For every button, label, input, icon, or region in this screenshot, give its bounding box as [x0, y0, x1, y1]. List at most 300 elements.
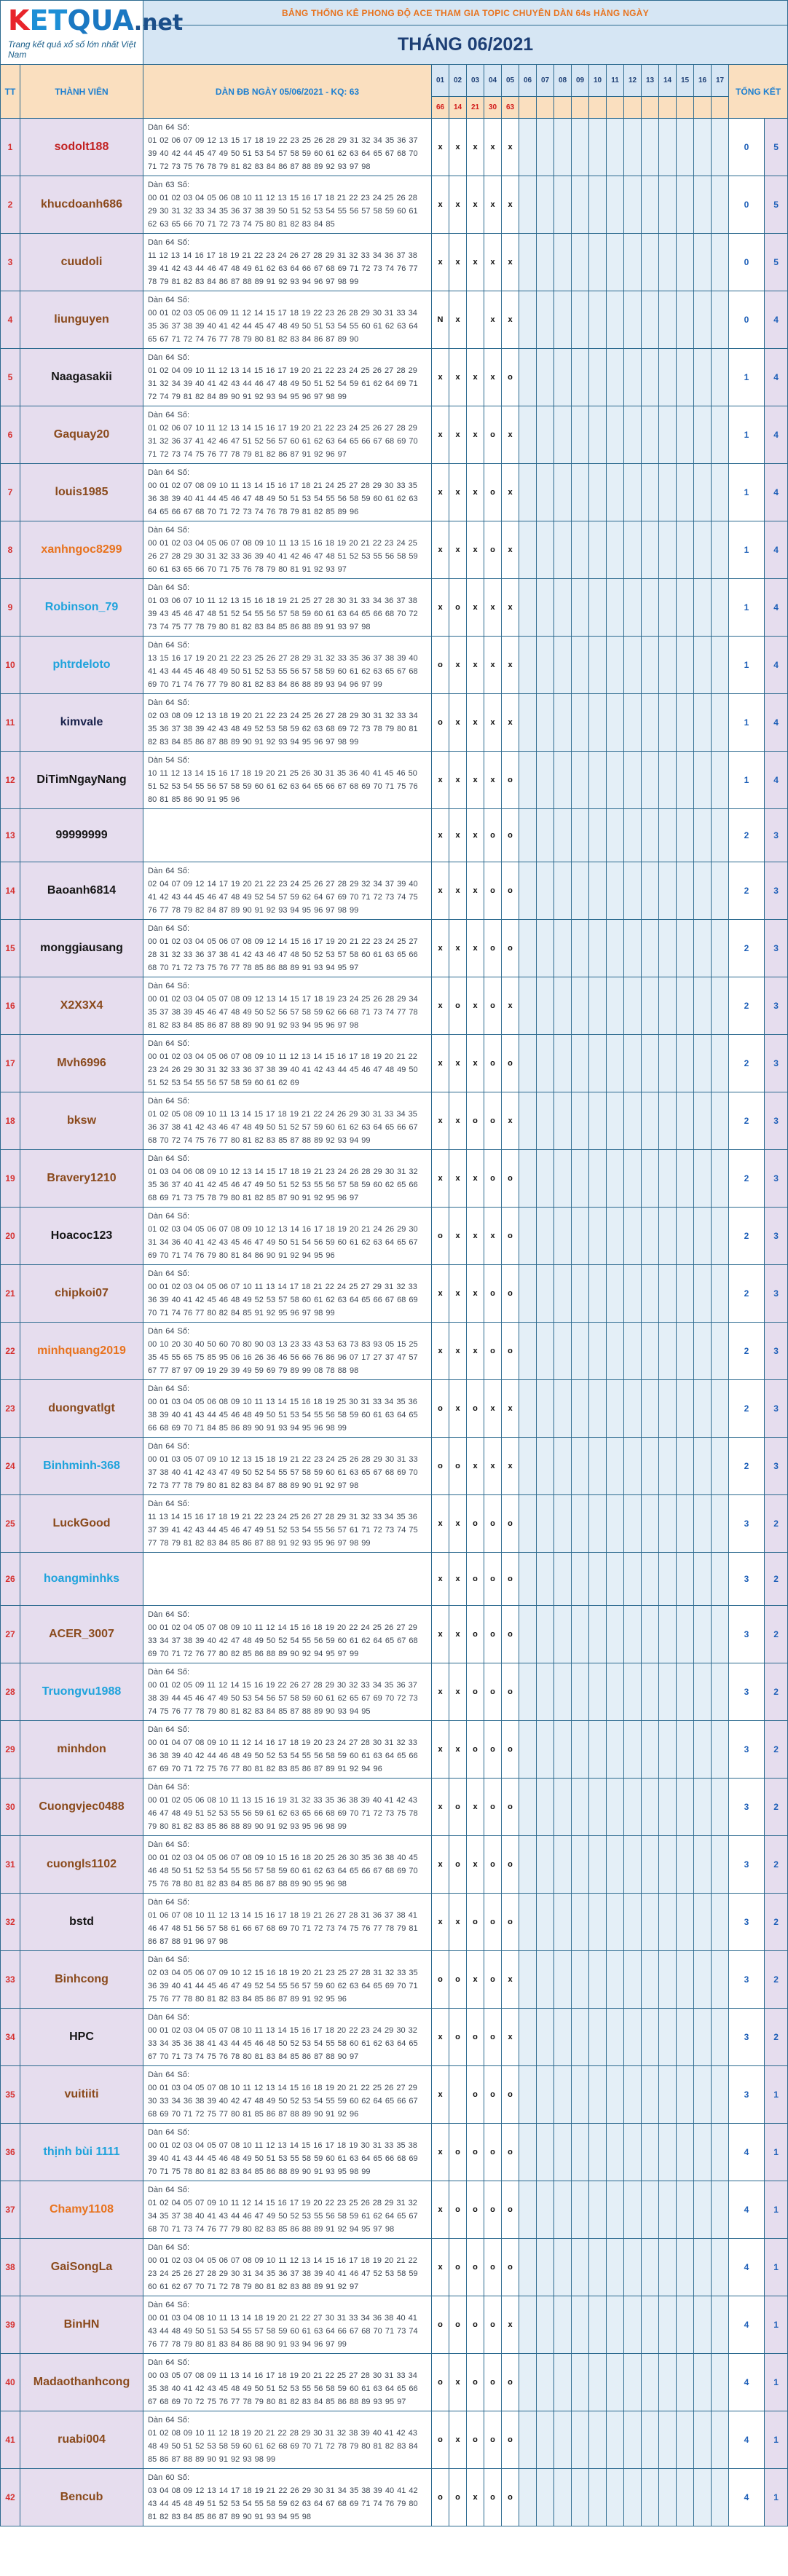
member-name[interactable]: thịnh bùi 1111	[20, 2124, 143, 2181]
day-mark: o	[484, 2469, 502, 2526]
member-name[interactable]: Hoacoc123	[20, 1208, 143, 1265]
day-mark: o	[484, 2239, 502, 2296]
day-mark: o	[484, 2354, 502, 2411]
row-number: 4	[1, 291, 20, 349]
day-mark-empty	[694, 1779, 712, 1836]
member-name[interactable]: BinHN	[20, 2296, 143, 2354]
day-mark-empty	[712, 1323, 729, 1380]
member-name[interactable]: ACER_3007	[20, 1606, 143, 1663]
day-mark: x	[432, 1553, 449, 1606]
table-row	[1, 1951, 788, 2009]
day-mark-empty	[712, 2124, 729, 2181]
day-mark: x	[467, 176, 484, 234]
member-name[interactable]: chipkoi07	[20, 1265, 143, 1323]
member-name[interactable]: louis1985	[20, 464, 143, 521]
day-mark-empty	[624, 2009, 642, 2066]
table-row	[1, 752, 788, 809]
day-mark: x	[467, 920, 484, 977]
day-mark: x	[484, 349, 502, 406]
day-mark-empty	[519, 1265, 537, 1323]
number-set	[143, 1265, 432, 1323]
day-mark: x	[502, 977, 519, 1035]
day-mark: o	[502, 2181, 519, 2239]
day-mark-empty	[694, 1323, 712, 1380]
day-mark: x	[449, 1380, 467, 1438]
day-mark-empty	[642, 349, 659, 406]
number-set	[143, 1606, 432, 1663]
day-mark: x	[449, 1894, 467, 1951]
total-hit: 3	[729, 1951, 765, 2009]
number-set-values: 01 02 06 07 10 11 12 13 14 15 16 17 19 20 21 22 23 24 25 26 27 28 29 31 32 36 37 41 42 46 47 51 52 56 57 60 61 62 63 64 65 66 67 68 69 70 71 72 73 74 75 76 77 78 79 81 82 86 87 91 92 96 97	[148, 424, 418, 459]
number-set-label: Dàn 64 Số:	[148, 1840, 190, 1849]
day-mark-empty	[589, 176, 607, 234]
day-mark-empty	[589, 2469, 607, 2526]
day-mark: x	[449, 1495, 467, 1553]
day-mark-empty	[607, 2124, 624, 2181]
day-mark-empty	[572, 2181, 589, 2239]
total-miss: 4	[765, 406, 788, 464]
member-name[interactable]: vuitiiti	[20, 2066, 143, 2124]
row-number: 21	[1, 1265, 20, 1323]
day-mark-empty	[694, 1438, 712, 1495]
day-mark-empty	[642, 2469, 659, 2526]
day-mark: x	[432, 1606, 449, 1663]
day-mark-empty	[712, 1836, 729, 1894]
day-mark: o	[467, 2239, 484, 2296]
day-mark-empty	[519, 1721, 537, 1779]
table-row	[1, 579, 788, 637]
day-mark-empty	[607, 2296, 624, 2354]
day-mark: o	[467, 2354, 484, 2411]
day-mark-empty	[642, 1721, 659, 1779]
member-name[interactable]: Binhcong	[20, 1951, 143, 2009]
day-mark-empty	[537, 176, 554, 234]
member-name[interactable]: Binhminh-368	[20, 1438, 143, 1495]
member-name[interactable]: Chamy1108	[20, 2181, 143, 2239]
day-mark-empty	[642, 1265, 659, 1323]
day-mark-empty	[537, 464, 554, 521]
day-cell: 05	[502, 65, 519, 97]
day-mark-empty	[554, 1150, 572, 1208]
day-mark-empty	[659, 1894, 677, 1951]
number-set-label: Dàn 64 Số:	[148, 1725, 190, 1734]
table-row	[1, 1606, 788, 1663]
day-mark-empty	[607, 2411, 624, 2469]
number-set-label: Dàn 64 Số:	[148, 2071, 190, 2079]
day-mark-empty	[677, 1779, 694, 1836]
total-miss: 4	[765, 752, 788, 809]
day-mark: o	[449, 579, 467, 637]
number-set-label: Dàn 64 Số:	[148, 1955, 190, 1964]
day-mark: o	[484, 2411, 502, 2469]
day-mark-empty	[537, 2066, 554, 2124]
number-set	[143, 1323, 432, 1380]
day-mark-empty	[659, 1092, 677, 1150]
day-mark: x	[449, 406, 467, 464]
day-mark-empty	[624, 1208, 642, 1265]
day-mark-empty	[519, 1894, 537, 1951]
day-mark: x	[467, 579, 484, 637]
day-mark-empty	[642, 2239, 659, 2296]
member-name[interactable]: Madaothanhcong	[20, 2354, 143, 2411]
number-set	[143, 119, 432, 176]
total-miss: 3	[765, 1323, 788, 1380]
day-mark-empty	[572, 2469, 589, 2526]
day-mark: o	[484, 2009, 502, 2066]
day-mark-empty	[712, 176, 729, 234]
day-mark-empty	[624, 1035, 642, 1092]
row-number: 16	[1, 977, 20, 1035]
day-mark: x	[432, 464, 449, 521]
number-set-label: Dàn 64 Số:	[148, 583, 190, 592]
total-miss: 4	[765, 521, 788, 579]
day-mark-empty	[537, 2411, 554, 2469]
number-set-values: 01 02 05 08 09 10 11 13 14 15 17 18 19 21 22 24 26 29 30 31 33 34 35 36 37 38 41 42 43 46 47 48 49 50 51 52 57 59 60 61 62 63 64 65 66 67 68 70 72 74 75 76 77 80 81 82 83 85 87 88 89 92 93 94 99	[148, 1110, 418, 1145]
day-mark: x	[467, 1265, 484, 1323]
day-mark: x	[502, 291, 519, 349]
day-mark: x	[484, 291, 502, 349]
day-mark-empty	[589, 1323, 607, 1380]
day-mark: x	[484, 1380, 502, 1438]
member-name[interactable]: cuudoli	[20, 234, 143, 291]
day-mark-empty	[537, 1035, 554, 1092]
total-hit: 3	[729, 2009, 765, 2066]
day-mark-empty	[607, 349, 624, 406]
day-mark-empty	[642, 1150, 659, 1208]
total-hit: 0	[729, 119, 765, 176]
day-mark: x	[502, 694, 519, 752]
member-name[interactable]: xanhngoc8299	[20, 521, 143, 579]
day-mark-empty	[677, 1438, 694, 1495]
day-mark-empty	[659, 2469, 677, 2526]
total-miss: 1	[765, 2296, 788, 2354]
day-mark-empty	[642, 1438, 659, 1495]
table-row	[1, 464, 788, 521]
day-mark-empty	[607, 464, 624, 521]
day-mark-empty	[642, 1380, 659, 1438]
member-name[interactable]: duongvatlgt	[20, 1380, 143, 1438]
number-set	[143, 1553, 432, 1606]
member-name[interactable]: GaiSongLa	[20, 2239, 143, 2296]
number-set	[143, 2066, 432, 2124]
day-mark-empty	[694, 1150, 712, 1208]
number-set-label: Dàn 64 Số:	[148, 411, 190, 420]
day-mark: x	[449, 1265, 467, 1323]
day-mark-empty	[694, 1951, 712, 2009]
member-name[interactable]: Naagasakii	[20, 349, 143, 406]
day-mark: o	[502, 920, 519, 977]
member-name[interactable]: cuongls1102	[20, 1836, 143, 1894]
row-number: 26	[1, 1553, 20, 1606]
day-mark: o	[502, 1894, 519, 1951]
total-miss: 1	[765, 2181, 788, 2239]
day-mark-empty	[677, 694, 694, 752]
day-mark-empty	[677, 2124, 694, 2181]
day-mark-empty	[642, 752, 659, 809]
member-name[interactable]: Robinson_79	[20, 579, 143, 637]
day-mark-empty	[519, 694, 537, 752]
member-name[interactable]: ruabi004	[20, 2411, 143, 2469]
day-mark: o	[502, 1208, 519, 1265]
table-row	[1, 1150, 788, 1208]
total-miss: 1	[765, 2354, 788, 2411]
member-name[interactable]: bksw	[20, 1092, 143, 1150]
member-name[interactable]: kimvale	[20, 694, 143, 752]
day-mark-empty	[642, 291, 659, 349]
result-cell: 63	[502, 97, 519, 119]
day-mark-empty	[694, 521, 712, 579]
day-mark-empty	[624, 977, 642, 1035]
day-mark-empty	[554, 1894, 572, 1951]
day-mark-empty	[624, 1150, 642, 1208]
day-mark-empty	[624, 2411, 642, 2469]
day-mark-empty	[712, 920, 729, 977]
member-name[interactable]: hoangminhks	[20, 1553, 143, 1606]
day-mark-empty	[677, 119, 694, 176]
day-mark: o	[449, 2124, 467, 2181]
day-mark-empty	[572, 1836, 589, 1894]
day-mark-empty	[537, 2354, 554, 2411]
day-mark-empty	[537, 694, 554, 752]
number-set	[143, 1495, 432, 1553]
day-mark-empty	[677, 2296, 694, 2354]
day-mark: x	[467, 464, 484, 521]
member-name[interactable]: bstd	[20, 1894, 143, 1951]
day-mark: o	[484, 1553, 502, 1606]
day-mark-empty	[624, 1323, 642, 1380]
member-name[interactable]: Bravery1210	[20, 1150, 143, 1208]
day-mark-empty	[537, 2239, 554, 2296]
row-number: 33	[1, 1951, 20, 2009]
member-name[interactable]: sodolt188	[20, 119, 143, 176]
day-mark-empty	[537, 2124, 554, 2181]
day-mark-empty	[659, 1836, 677, 1894]
day-mark-empty	[554, 176, 572, 234]
number-set-label: Dàn 63 Số:	[148, 181, 190, 189]
day-mark-empty	[659, 2354, 677, 2411]
day-mark-empty	[519, 1150, 537, 1208]
member-name[interactable]: DiTimNgayNang	[20, 752, 143, 809]
number-set-values: 01 02 08 09 10 11 12 18 19 20 21 22 28 29 30 31 32 38 39 40 41 42 43 48 49 50 51 52 53 58 59 60 61 62 68 69 70 71 72 78 79 80 81 82 83 84 85 86 87 88 89 90 91 92 93 98 99	[148, 2429, 418, 2464]
day-mark: x	[484, 694, 502, 752]
day-mark-empty	[589, 464, 607, 521]
number-set-values: 00 01 02 05 06 08 10 11 13 15 16 19 31 32 33 35 36 38 39 40 41 42 43 46 47 48 49 51 52 53 55 56 59 61 62 63 65 66 68 69 70 71 72 73 75 78 79 80 81 82 83 85 86 88 89 90 91 92 93 95 96 98 99	[148, 1796, 418, 1831]
logo[interactable]	[1, 1, 184, 65]
total-hit: 1	[729, 406, 765, 464]
row-number: 28	[1, 1663, 20, 1721]
day-mark-empty	[712, 2009, 729, 2066]
number-set-values: 00 01 02 04 05 07 08 09 10 11 12 14 15 16 18 19 20 22 24 25 26 27 29 33 34 37 38 39 40 42 47 48 49 50 52 54 55 56 59 60 61 62 64 65 67 68 69 70 71 72 76 77 80 82 85 86 88 89 90 92 94 95 97 99	[148, 1623, 418, 1658]
day-mark-empty	[572, 1092, 589, 1150]
day-mark-empty	[589, 1894, 607, 1951]
day-mark-empty	[519, 1663, 537, 1721]
day-mark: x	[502, 2009, 519, 2066]
number-set-values: 00 01 02 03 04 05 06 07 08 09 10 11 12 13 14 15 16 17 18 19 20 21 22 23 24 25 26 27 28 29 30 31 34 35 36 37 38 39 40 41 46 47 52 53 58 59 60 61 62 67 70 71 72 78 79 80 81 82 83 88 89 91 92 97	[148, 2256, 418, 2291]
day-mark-empty	[572, 464, 589, 521]
day-mark-empty	[694, 2066, 712, 2124]
total-hit: 4	[729, 2354, 765, 2411]
member-name[interactable]: 99999999	[20, 809, 143, 862]
day-mark-empty	[694, 2296, 712, 2354]
day-mark-empty	[519, 1495, 537, 1553]
member-name[interactable]: Cuongvjec0488	[20, 1779, 143, 1836]
table-row	[1, 1779, 788, 1836]
day-mark-empty	[712, 119, 729, 176]
number-set-values: 02 03 04 05 06 07 09 10 12 15 16 18 19 20 21 23 25 27 28 31 32 33 35 36 39 40 41 44 45 46 47 49 52 54 55 56 57 59 60 62 63 64 65 69 70 71 75 76 77 78 80 81 82 83 84 85 86 87 89 91 92 95 96	[148, 1969, 418, 2004]
day-mark: x	[502, 2296, 519, 2354]
number-set	[143, 752, 432, 809]
day-mark: o	[484, 1721, 502, 1779]
day-mark-empty	[572, 2124, 589, 2181]
day-mark-empty	[589, 1150, 607, 1208]
day-mark-empty	[572, 521, 589, 579]
total-miss: 2	[765, 1836, 788, 1894]
table-row	[1, 521, 788, 579]
day-mark-empty	[659, 579, 677, 637]
number-set	[143, 637, 432, 694]
day-mark-empty	[554, 1208, 572, 1265]
day-mark: x	[432, 1779, 449, 1836]
day-mark-empty	[677, 2066, 694, 2124]
member-name[interactable]: minhquang2019	[20, 1323, 143, 1380]
total-hit: 4	[729, 2411, 765, 2469]
day-mark-empty	[607, 1035, 624, 1092]
day-mark-empty	[589, 1721, 607, 1779]
day-mark-empty	[572, 2411, 589, 2469]
day-mark-empty	[537, 579, 554, 637]
day-mark-empty	[712, 1663, 729, 1721]
member-name[interactable]: phtrdeloto	[20, 637, 143, 694]
day-mark: x	[449, 521, 467, 579]
day-mark-empty	[624, 2124, 642, 2181]
day-mark-empty	[624, 176, 642, 234]
member-name[interactable]: LuckGood	[20, 1495, 143, 1553]
day-mark-empty	[624, 1779, 642, 1836]
day-mark: o	[432, 1951, 449, 2009]
member-name[interactable]: monggiausang	[20, 920, 143, 977]
total-hit: 2	[729, 920, 765, 977]
day-mark-empty	[607, 2354, 624, 2411]
day-mark: o	[502, 1265, 519, 1323]
day-mark: x	[467, 637, 484, 694]
day-mark-empty	[554, 1380, 572, 1438]
day-mark-empty	[624, 920, 642, 977]
table-row	[1, 1553, 788, 1606]
day-mark-empty	[607, 1438, 624, 1495]
day-mark: N	[432, 291, 449, 349]
row-number: 7	[1, 464, 20, 521]
day-mark: o	[502, 2411, 519, 2469]
number-set	[143, 1380, 432, 1438]
day-mark-empty	[607, 1663, 624, 1721]
day-mark-empty	[677, 977, 694, 1035]
number-set-values: 01 02 03 04 05 06 07 08 09 10 12 13 14 16 17 18 19 20 21 24 26 29 30 31 34 36 40 41 42 43 45 46 47 49 50 51 54 56 59 60 61 62 63 64 65 67 69 70 71 74 76 79 80 81 84 86 90 91 92 94 95 96	[148, 1225, 418, 1260]
day-mark-empty	[554, 2066, 572, 2124]
banner-title: BẢNG THỐNG KÊ PHONG ĐỘ ACE THAM GIA TOPIC CHUYÊN DÀN 64s HÀNG NGÀY	[143, 1, 788, 25]
row-number: 40	[1, 2354, 20, 2411]
member-name[interactable]: khucdoanh686	[20, 176, 143, 234]
number-set	[143, 1438, 432, 1495]
table-row	[1, 1663, 788, 1721]
day-mark: x	[467, 1836, 484, 1894]
member-name[interactable]: minhdon	[20, 1721, 143, 1779]
member-name[interactable]: liunguyen	[20, 291, 143, 349]
day-mark: x	[432, 176, 449, 234]
row-number: 31	[1, 1836, 20, 1894]
number-set-label: Dàn 64 Số:	[148, 1384, 190, 1393]
day-mark-empty	[537, 1438, 554, 1495]
total-hit: 3	[729, 1606, 765, 1663]
day-mark: o	[502, 2354, 519, 2411]
day-mark: o	[502, 1663, 519, 1721]
day-mark-empty	[537, 1951, 554, 2009]
day-mark: x	[432, 1495, 449, 1553]
member-name[interactable]: HPC	[20, 2009, 143, 2066]
total-hit: 2	[729, 1438, 765, 1495]
day-mark-empty	[659, 920, 677, 977]
day-mark-empty	[712, 464, 729, 521]
day-mark: x	[484, 752, 502, 809]
day-mark: x	[502, 637, 519, 694]
total-miss: 3	[765, 862, 788, 920]
day-mark-empty	[677, 176, 694, 234]
total-miss: 2	[765, 1779, 788, 1836]
day-mark-empty	[589, 349, 607, 406]
day-mark: x	[432, 977, 449, 1035]
day-mark: x	[484, 637, 502, 694]
day-mark-empty	[659, 521, 677, 579]
member-name[interactable]: Bencub	[20, 2469, 143, 2526]
number-set	[143, 464, 432, 521]
day-mark-empty	[642, 1836, 659, 1894]
day-mark-empty	[642, 920, 659, 977]
total-hit: 3	[729, 1553, 765, 1606]
day-mark-empty	[712, 1779, 729, 1836]
number-set-label: Dàn 64 Số:	[148, 698, 190, 707]
day-mark-empty	[694, 291, 712, 349]
day-mark-empty	[589, 406, 607, 464]
day-mark-empty	[607, 2239, 624, 2296]
day-mark: x	[432, 752, 449, 809]
col-member: THÀNH VIÊN	[20, 65, 143, 119]
day-mark-empty	[519, 2239, 537, 2296]
member-name[interactable]: Baoanh6814	[20, 862, 143, 920]
day-mark-empty	[694, 2469, 712, 2526]
day-mark-empty	[607, 1150, 624, 1208]
day-mark: x	[467, 406, 484, 464]
total-hit: 1	[729, 521, 765, 579]
member-name[interactable]: Truongvu1988	[20, 1663, 143, 1721]
day-mark-empty	[624, 637, 642, 694]
day-mark: x	[467, 1035, 484, 1092]
member-name[interactable]: Gaquay20	[20, 406, 143, 464]
day-mark: o	[502, 752, 519, 809]
day-mark-empty	[677, 349, 694, 406]
day-mark-empty	[589, 119, 607, 176]
day-mark-empty	[659, 406, 677, 464]
day-mark: o	[484, 2296, 502, 2354]
day-mark: o	[484, 1606, 502, 1663]
member-name[interactable]: Mvh6996	[20, 1035, 143, 1092]
day-mark: x	[449, 1208, 467, 1265]
member-name[interactable]: X2X3X4	[20, 977, 143, 1035]
day-mark-empty	[607, 862, 624, 920]
day-mark: x	[432, 1836, 449, 1894]
day-mark-empty	[659, 2296, 677, 2354]
day-mark-empty	[624, 234, 642, 291]
day-mark-empty	[537, 1606, 554, 1663]
day-mark: o	[449, 2009, 467, 2066]
